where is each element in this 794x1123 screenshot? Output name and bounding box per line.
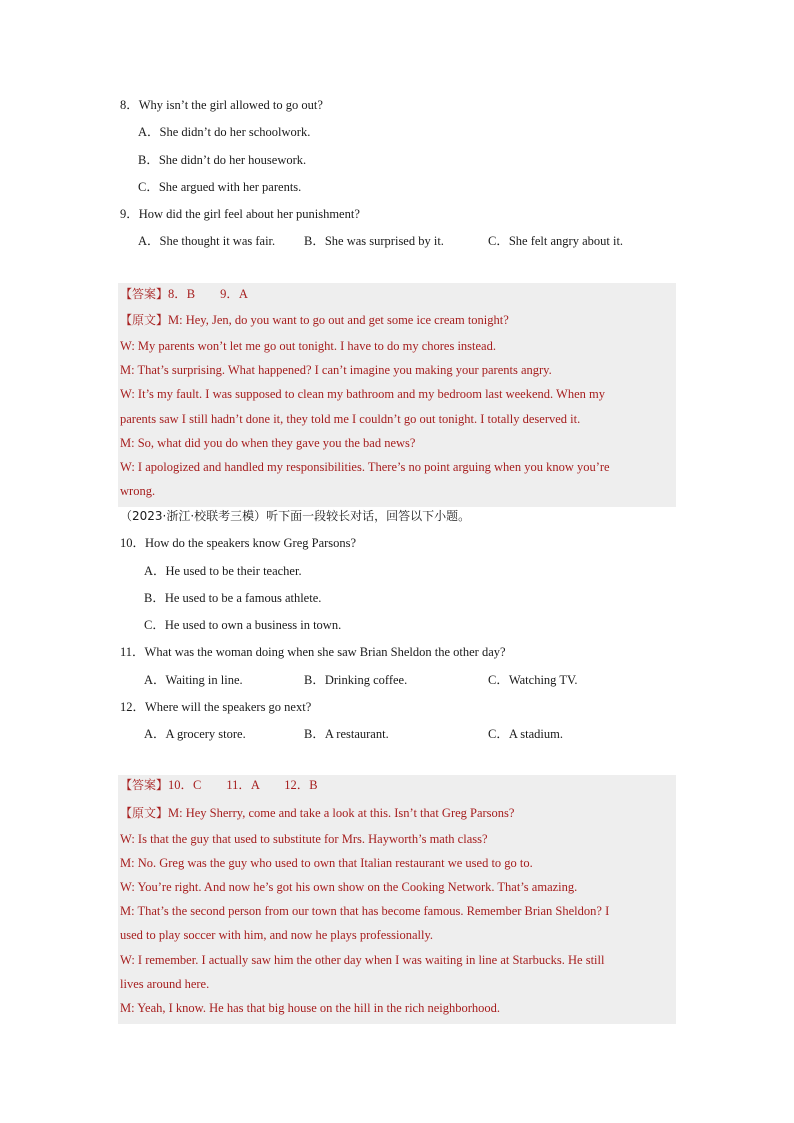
transcript-1-line-4: W: It’s my fault. I was supposed to clean my bathroom and my bedroom last weekend. When my [120,387,605,401]
transcript-1-line-3: M: That’s surprising. What happened? I can’t imagine you making your parents angry. [120,363,552,377]
question-8-stem: 8．Why isn’t the girl allowed to go out? [120,98,323,112]
question-11-option-b: B．Drinking coffee. [304,673,408,687]
question-12-option-c: C．A stadium. [488,727,564,741]
transcript-2-line-7: W: I remember. I actually saw him the other day when I was waiting in line at Starbucks. He still [120,953,605,967]
question-10-stem: 10．How do the speakers know Greg Parsons? [120,536,357,550]
question-9-option-c: C．She felt angry about it. [488,234,624,248]
question-8-option-b: B．She didn’t do her housework. [138,153,307,167]
question-9-stem: 9．How did the girl feel about her punishment? [120,207,360,221]
transcript-2-line-9: M: Yeah, I know. He has that big house on the hill in the rich neighborhood. [120,1001,501,1015]
transcript-2-line-5: M: That’s the second person from our town that has become famous. Remember Brian Sheldon? I [120,904,610,918]
question-12-option-b: B．A restaurant. [304,727,389,741]
transcript-2-line-3: M: No. Greg was the guy who used to own that Italian restaurant we used to go to. [120,856,533,870]
transcript-2-line-2: W: Is that the guy that used to substitute for Mrs. Hayworth’s math class? [120,832,488,846]
question-12-option-a: A．A grocery store. [144,727,246,741]
question-12-stem: 12．Where will the speakers go next? [120,700,312,714]
transcript-2-line-4: W: You’re right. And now he’s got his own show on the Cooking Network. That’s amazing. [120,880,578,894]
transcript-2-line-6: used to play soccer with him, and now he plays professionally. [120,928,434,942]
transcript-1-line-6: M: So, what did you do when they gave you the bad news? [120,436,416,450]
question-8-option-a: A．She didn’t do her schoolwork. [138,125,311,139]
question-9-option-a: A．She thought it was fair. [138,234,276,248]
question-10-option-a: A．He used to be their teacher. [144,564,302,578]
answer-block-2-key: 【答案】10．C 11．A 12．B [120,778,318,792]
question-9-option-b: B．She was surprised by it. [304,234,444,248]
transcript-1-line-5: parents saw I still hadn’t done it, they told me I couldn’t go out tonight. I totally deserved it. [120,412,581,426]
transcript-2-line-1: 【原文】M: Hey Sherry, come and take a look at this. Isn’t that Greg Parsons? [120,806,515,820]
transcript-1-line-8: wrong. [120,484,156,498]
transcript-1-line-7: W: I apologized and handled my responsibilities. There’s no point arguing when you know you’re [120,460,610,474]
answer-block-1-key: 【答案】8．B 9．A [120,287,248,301]
question-10-option-c: C．He used to own a business in town. [144,618,342,632]
question-11-option-c: C．Watching TV. [488,673,578,687]
transcript-2-line-8: lives around here. [120,977,210,991]
transcript-1-line-2: W: My parents won’t let me go out tonight. I have to do my chores instead. [120,339,496,353]
question-8-option-c: C．She argued with her parents. [138,180,302,194]
section-intro: （2023·浙江·校联考三模）听下面一段较长对话，回答以下小题。 [120,509,471,523]
transcript-1-line-1: 【原文】M: Hey, Jen, do you want to go out and get some ice cream tonight? [120,313,509,327]
question-11-stem: 11．What was the woman doing when she saw Brian Sheldon the other day? [120,645,506,659]
question-11-option-a: A．Waiting in line. [144,673,243,687]
question-10-option-b: B．He used to be a famous athlete. [144,591,322,605]
